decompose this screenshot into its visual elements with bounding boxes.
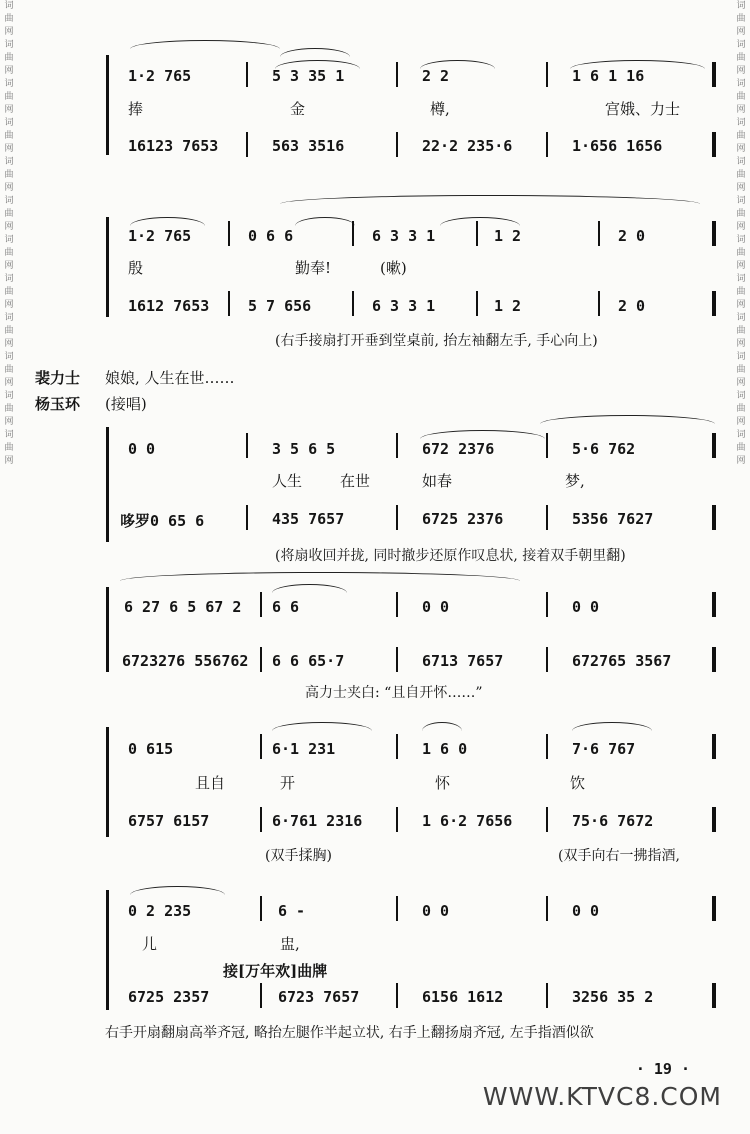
barline [228,291,230,316]
bottom-measure: 1 6·2 7656 [422,812,513,830]
barline [546,896,548,921]
barline [396,433,398,458]
barline [396,132,398,157]
top-measure: 6 - [278,902,306,920]
top-measure: 7·6 767 [572,740,636,758]
speaker-name: 裴力士 [35,369,81,387]
barline [598,221,600,246]
barline [546,132,548,157]
barline [546,983,548,1008]
top-measure: 2 0 [618,227,646,245]
lyric: 饮 [570,774,586,792]
bottom-measure: 1 2 [494,297,522,315]
lyric: 开 [280,774,296,792]
barline [260,983,262,1008]
watermark-right: 词曲网词曲网词曲网词曲网词曲网词曲网词曲网词曲网词曲网词曲网词曲网词曲网 [736,1,746,466]
bottom-measure: 2 0 [618,297,646,315]
slur [130,886,225,895]
barline [712,221,716,246]
barline [246,505,248,530]
bottom-measure: 6·761 2316 [272,812,363,830]
barline [352,221,354,246]
slur [272,722,372,731]
bottom-measure: 435 7657 [272,510,345,528]
bottom-measure: 6723276 556762 [122,652,249,670]
barline [396,62,398,87]
lyric: (嗽) [380,259,407,277]
slur [440,217,520,226]
lyric: 殷 [128,259,144,277]
slur [130,40,280,49]
lyric: 怀 [435,774,451,792]
barline [396,896,398,921]
bottom-measure: 563 3516 [272,137,345,155]
slur [272,584,347,593]
barline [546,62,548,87]
system-brace [106,55,113,155]
bottom-measure: 6725 2357 [128,988,210,1006]
barline [598,291,600,316]
top-measure: 0 0 [422,902,450,920]
top-measure: 1 6 0 [422,740,468,758]
barline [260,896,262,921]
watermark-left: 词曲网词曲网词曲网词曲网词曲网词曲网词曲网词曲网词曲网词曲网词曲网词曲网 [4,1,14,466]
lyric: 捧 [128,100,144,118]
top-measure: 5 3 35 1 [272,67,345,85]
system-brace [106,217,113,317]
barline [396,592,398,617]
barline [546,592,548,617]
lyric: 宫娥、力士 [605,100,681,118]
lyric: 且自 [195,774,226,792]
bottom-measure: 6156 1612 [422,988,504,1006]
barline [712,896,716,921]
site-watermark: WWW.KTVC8.COM [482,1082,722,1111]
slur [572,722,652,731]
lyric: 人生 [272,472,303,490]
score-system-4 [100,572,722,702]
spoken-interjection: 高力士夹白: “且自开怀……” [305,685,483,701]
bottom-measure: 672765 3567 [572,652,672,670]
barline [476,291,478,316]
top-measure: 0 6 6 [248,227,294,245]
bottom-measure: 6 3 3 1 [372,297,436,315]
top-measure: 1·2 765 [128,227,192,245]
slur [280,195,700,204]
barline [260,807,262,832]
score-system-1 [100,40,722,160]
top-measure: 0 0 [572,902,600,920]
top-measure: 1 6 1 16 [572,67,645,85]
top-measure: 3 5 6 5 [272,440,336,458]
barline [396,807,398,832]
footer-stage-direction: 右手开扇翻扇高举齐冠, 略抬左腿作半起立状, 右手上翻扬扇齐冠, 左手指酒似欲 [105,1025,594,1041]
barline [712,807,716,832]
top-measure: 2 2 [422,67,450,85]
slur [280,48,350,57]
slur [422,722,462,731]
barline [712,983,716,1008]
bottom-measure: 3256 35 2 [572,988,654,1006]
score-system-3 [100,415,722,570]
top-measure: 0 2 235 [128,902,192,920]
barline [352,291,354,316]
top-measure: 1 2 [494,227,522,245]
barline [546,807,548,832]
system-brace [106,727,113,837]
barline [712,505,716,530]
barline [246,132,248,157]
barline [260,647,262,672]
barline [712,734,716,759]
stage-direction: (双手向右一拂指酒, [558,848,680,864]
top-measure: 1·2 765 [128,67,192,85]
bottom-measure: 16123 7653 [128,137,219,155]
barline [396,734,398,759]
barline [246,433,248,458]
bottom-measure: 哆罗0 65 6 [120,512,205,530]
bottom-measure: 6757 6157 [128,812,210,830]
barline [546,433,548,458]
bottom-measure: 75·6 7672 [572,812,654,830]
lyric: 勤奉! [295,259,332,277]
bottom-measure: 5356 7627 [572,510,654,528]
barline [476,221,478,246]
speaker-name: 杨玉环 [35,395,81,413]
barline [396,983,398,1008]
top-measure: 6 6 [272,598,300,616]
barline [260,592,262,617]
system-brace [106,587,113,672]
barline [246,62,248,87]
barline [260,734,262,759]
top-measure: 6 27 6 5 67 2 [124,598,242,616]
slur [540,415,715,424]
score-system-6 [100,878,722,1018]
speech-text: (接唱) [105,395,147,413]
top-measure: 672 2376 [422,440,495,458]
slur [295,217,355,226]
system-brace [106,427,113,542]
stage-direction: (右手接扇打开垂到堂桌前, 抬左袖翻左手, 手心向上) [275,333,598,349]
page-number: · 19 · [635,1060,690,1078]
slur [120,572,520,581]
lyric: 樽, [430,100,450,118]
slur [130,217,205,226]
bottom-measure: 6 6 65·7 [272,652,345,670]
barline [712,132,716,157]
bottom-measure: 6725 2376 [422,510,504,528]
top-measure: 0 0 [422,598,450,616]
barline [228,221,230,246]
bottom-measure: 5 7 656 [248,297,312,315]
top-measure: 6 3 3 1 [372,227,436,245]
bottom-measure: 1·656 1656 [572,137,663,155]
barline [396,505,398,530]
top-measure: 0 0 [128,440,156,458]
barline [546,505,548,530]
stage-direction: (将扇收回并拢, 同时撤步还原作叹息状, 接着双手朝里翻) [275,548,626,564]
barline [546,647,548,672]
barline [546,734,548,759]
lyric: 儿 [142,935,158,953]
barline [396,647,398,672]
bottom-measure: 6723 7657 [278,988,360,1006]
top-measure: 0 615 [128,740,174,758]
slur [420,430,545,439]
barline [712,592,716,617]
bottom-measure: 1612 7653 [128,297,210,315]
score-system-2 [100,195,722,355]
stage-direction: (双手揉胸) [265,848,332,864]
bottom-measure: 22·2 235·6 [422,137,513,155]
bottom-measure: 6713 7657 [422,652,504,670]
system-brace [106,890,113,1010]
barline [712,433,716,458]
lyric: 金 [290,100,306,118]
top-measure: 5·6 762 [572,440,636,458]
score-system-5 [100,712,722,872]
qupai-label: 接[万年欢]曲牌 [223,962,328,980]
speech-text: 娘娘, 人生在世…… [105,369,235,387]
lyric: 梦, [565,472,585,490]
barline [712,647,716,672]
lyric: 盅, [280,935,300,953]
top-measure: 6·1 231 [272,740,336,758]
barline [712,62,716,87]
top-measure: 0 0 [572,598,600,616]
lyric: 如春 [422,472,453,490]
barline [712,291,716,316]
lyric: 在世 [340,472,371,490]
